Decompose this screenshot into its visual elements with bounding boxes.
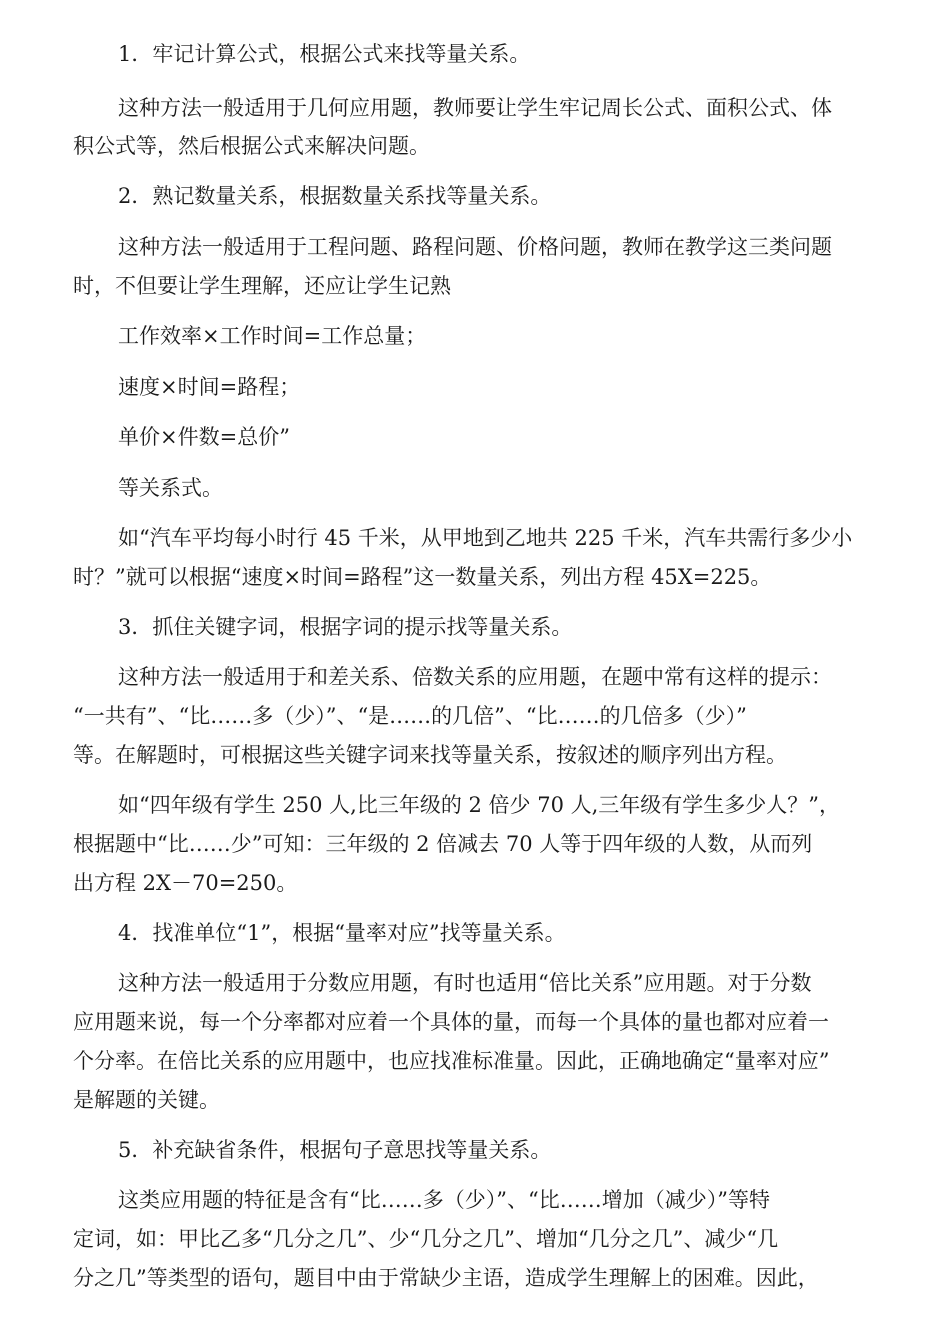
paragraph-line: 应用题来说，每一个分率都对应着一个具体的量，而每一个具体的量也都对应着一: [73, 1010, 829, 1034]
section-heading-4: 4．找准单位“1”，根据“量率对应”找等量关系。: [118, 921, 566, 945]
paragraph-line: “一共有”、“比……多（少）”、“是……的几倍”、“比……的几倍多（少）”: [73, 704, 747, 728]
paragraph-line: 积公式等，然后根据公式来解决问题。: [73, 134, 430, 158]
paragraph-line: 根据题中“比……少”可知：三年级的 2 倍减去 70 人等于四年级的人数，从而列: [73, 832, 813, 856]
paragraph-line: 等。在解题时，可根据这些关键字词来找等量关系，按叙述的顺序列出方程。: [73, 743, 787, 767]
formula-line: 工作效率×工作时间=工作总量；: [118, 324, 427, 348]
paragraph-line: 这种方法一般适用于和差关系、倍数关系的应用题，在题中常有这样的提示：: [118, 665, 832, 689]
paragraph-line: 是解题的关键。: [73, 1088, 220, 1112]
section-heading-5: 5．补充缺省条件，根据句子意思找等量关系。: [118, 1138, 552, 1162]
section-heading-1: 1．牢记计算公式，根据公式来找等量关系。: [118, 42, 531, 66]
paragraph-line: 这种方法一般适用于几何应用题，教师要让学生牢记周长公式、面积公式、体: [118, 96, 832, 120]
paragraph-line: 定词，如：甲比乙多“几分之几”、少“几分之几”、增加“几分之几”、减少“几: [73, 1227, 779, 1251]
section-heading-3: 3．抓住关键字词，根据字词的提示找等量关系。: [118, 615, 573, 639]
paragraph-line: 如“汽车平均每小时行 45 千米，从甲地到乙地共 225 千米，汽车共需行多少小: [118, 526, 853, 550]
paragraph-line: 时？”就可以根据“速度×时间=路程”这一数量关系，列出方程 45X=225。: [73, 565, 772, 589]
section-heading-2: 2．熟记数量关系，根据数量关系找等量关系。: [118, 184, 552, 208]
paragraph-line: 等关系式。: [118, 476, 223, 500]
paragraph-line: 个分率。在倍比关系的应用题中，也应找准标准量。因此，正确地确定“量率对应”: [73, 1049, 830, 1073]
paragraph-line: 分之几”等类型的语句，题目中由于常缺少主语，造成学生理解上的困难。因此，: [73, 1266, 819, 1290]
formula-line: 速度×时间=路程；: [118, 375, 301, 399]
paragraph-line: 时，不但要让学生理解，还应让学生记熟: [73, 274, 451, 298]
paragraph-line: 这种方法一般适用于工程问题、路程问题、价格问题，教师在教学这三类问题: [118, 235, 832, 259]
paragraph-line: 出方程 2X－70=250。: [73, 871, 298, 895]
paragraph-line: 这种方法一般适用于分数应用题，有时也适用“倍比关系”应用题。对于分数: [118, 971, 812, 995]
paragraph-line: 如“四年级有学生 250 人,比三年级的 2 倍少 70 人,三年级有学生多少人？”，: [118, 793, 841, 817]
formula-line: 单价×件数=总价”: [118, 425, 290, 449]
paragraph-line: 这类应用题的特征是含有“比……多（少）”、“比……增加（减少）”等特: [118, 1188, 770, 1212]
